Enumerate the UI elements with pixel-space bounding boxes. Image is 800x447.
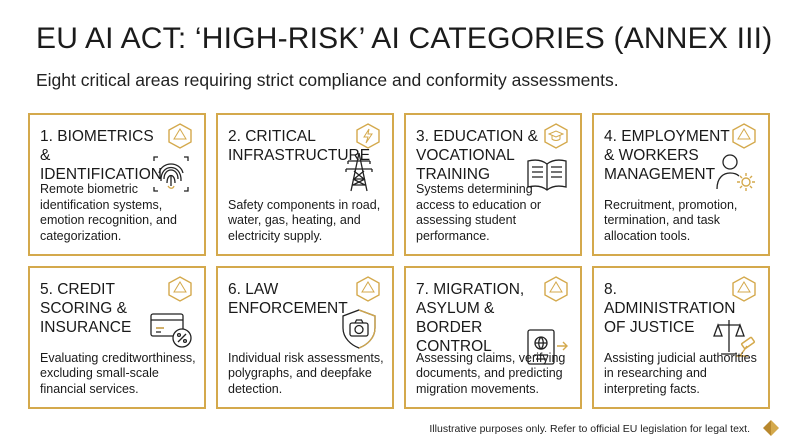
card-credit bbox=[28, 266, 206, 409]
card-title: 2. CRITICAL INFRASTRUCTURE bbox=[228, 128, 371, 164]
category-grid bbox=[28, 113, 770, 409]
card-description: Safety components in road, water, gas, heating, and electricity supply. bbox=[228, 197, 381, 243]
card-description: Assessing claims, verifying documents, and predicting migration movements. bbox=[416, 350, 566, 396]
card-title: 4. EMPLOYMENT & WORKERS MANAGEMENT bbox=[604, 128, 730, 183]
power-pylon-icon bbox=[336, 151, 382, 193]
hexagon-badge-icon bbox=[732, 276, 756, 302]
card-description: Individual risk assessments, polygraphs, and deepfake detection. bbox=[228, 350, 384, 396]
worker-gear-icon bbox=[712, 151, 758, 193]
disclaimer-footer: Illustrative purposes only. Refer to official EU legislation for legal text. bbox=[429, 423, 750, 435]
card-title: 1. BIOMETRICS & IDENTIFICATION bbox=[40, 128, 162, 183]
card-description: Recruitment, promotion, termination, and task allocation tools. bbox=[604, 197, 738, 243]
card-description: Evaluating creditworthiness, excluding small-scale financial services. bbox=[40, 350, 196, 396]
card-biometrics bbox=[28, 113, 206, 256]
hexagon-badge-icon bbox=[168, 276, 192, 302]
card-title: 5. CREDIT SCORING & INSURANCE bbox=[40, 281, 132, 336]
card-description: Remote biometric identification systems, emotion recognition, and categorization. bbox=[40, 182, 177, 243]
card-migration bbox=[404, 266, 582, 409]
hexagon-bolt-badge-icon bbox=[356, 123, 380, 149]
page-title: EU AI ACT: ‘HIGH-RISK’ AI CATEGORIES (ANNEX III) bbox=[36, 22, 773, 55]
hexagon-badge-icon bbox=[356, 276, 380, 302]
card-justice bbox=[592, 266, 770, 409]
card-title: 8. ADMINISTRATION OF JUSTICE bbox=[604, 281, 736, 336]
brand-logo-icon bbox=[762, 419, 780, 437]
hexagon-badge-icon bbox=[732, 123, 756, 149]
card-title: 3. EDUCATION & VOCATIONAL TRAINING bbox=[416, 128, 539, 183]
card-law-enforcement bbox=[216, 266, 394, 409]
credit-card-icon bbox=[148, 308, 194, 350]
card-description: Assisting judicial authorities in researching and interpreting facts. bbox=[604, 350, 757, 396]
card-title: 7. MIGRATION, ASYLUM & BORDER CONTROL bbox=[416, 281, 525, 355]
page-subtitle: Eight critical areas requiring strict compliance and conformity assessments. bbox=[36, 70, 619, 90]
card-infrastructure bbox=[216, 113, 394, 256]
card-employment bbox=[592, 113, 770, 256]
card-description: Systems determining access to education or assessing student performance. bbox=[416, 182, 542, 243]
card-title: 6. LAW ENFORCEMENT bbox=[228, 281, 348, 317]
hexagon-badge-icon bbox=[544, 276, 568, 302]
card-education bbox=[404, 113, 582, 256]
police-badge-icon bbox=[336, 308, 382, 350]
hexagon-cap-badge-icon bbox=[544, 123, 568, 149]
hexagon-badge-icon bbox=[168, 123, 192, 149]
